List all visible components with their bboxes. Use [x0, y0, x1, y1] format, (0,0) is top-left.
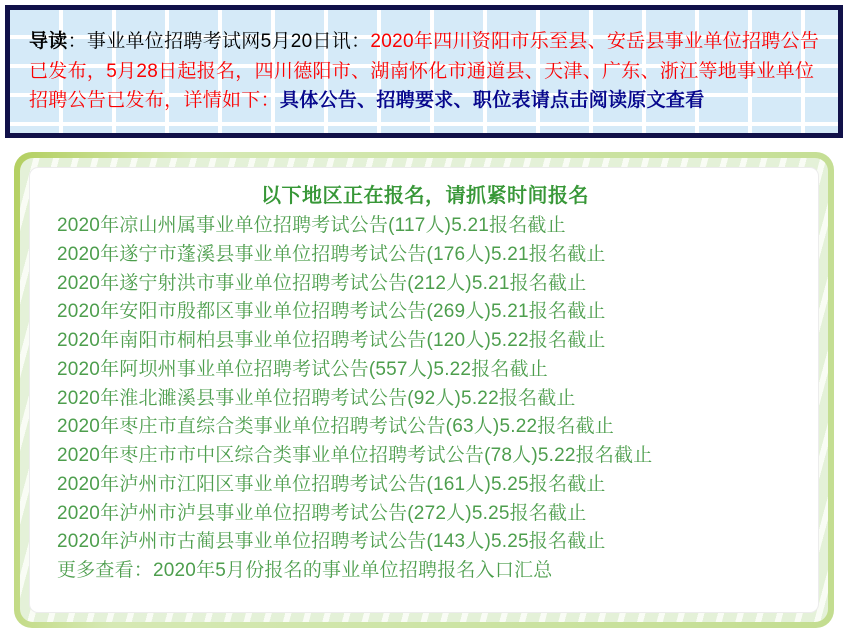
announcement-item[interactable]: 2020年南阳市桐柏县事业单位招聘考试公告(120人)5.22报名截止	[57, 330, 606, 351]
announcements-card-tape-border	[20, 158, 828, 622]
announcement-item[interactable]: 2020年遂宁市蓬溪县事业单位招聘考试公告(176人)5.21报名截止	[57, 243, 606, 265]
intro-lead-text: ：事业单位招聘考试网5月20日讯：	[67, 31, 371, 52]
intro-label: 导读	[29, 31, 68, 52]
announcements-title: 以下地区正在报名，请抓紧时间报名	[261, 185, 589, 207]
intro-box	[5, 5, 843, 138]
announcements-panel	[29, 167, 819, 613]
intro-action-text: 具体公告、招聘要求、职位表请点击阅读原文查看	[279, 90, 705, 111]
announcement-item[interactable]: 2020年遂宁射洪市事业单位招聘考试公告(212人)5.21报名截止	[57, 272, 587, 294]
announcement-item[interactable]: 2020年凉山州属事业单位招聘考试公告(117人)5.21报名截止	[57, 215, 566, 236]
announcement-item[interactable]: 2020年淮北濉溪县事业单位招聘考试公告(92人)5.22报名截止	[57, 387, 576, 409]
intro-highlight-text: 2020年四川资阳市乐至县、安岳县事业单位招聘公告已发布，5月28日起报名，四川德阳市、湖南怀化市通道县、天津、广东、浙江等地事业单位招聘公告已发布，详情如下：	[29, 31, 820, 111]
announcement-item[interactable]: 2020年枣庄市市中区综合类事业单位招聘考试公告(78人)5.22报名截止	[57, 445, 653, 466]
announcements-list	[44, 212, 806, 586]
announcement-item[interactable]: 2020年泸州市古蔺县事业单位招聘考试公告(143人)5.25报名截止	[57, 531, 606, 553]
announcement-item[interactable]: 2020年泸州市江阳区事业单位招聘考试公告(161人)5.25报名截止	[57, 473, 606, 495]
announcements-card	[14, 152, 834, 628]
announcement-item[interactable]: 2020年安阳市殷都区事业单位招聘考试公告(269人)5.21报名截止	[57, 301, 606, 323]
announcement-more-link[interactable]: 更多查看：2020年5月份报名的事业单位招聘报名入口汇总	[57, 560, 553, 581]
announcement-item[interactable]: 2020年枣庄市直综合类事业单位招聘考试公告(63人)5.22报名截止	[57, 416, 615, 438]
announcement-item[interactable]: 2020年泸州市泸县事业单位招聘考试公告(272人)5.25报名截止	[57, 502, 587, 524]
announcement-item[interactable]: 2020年阿坝州事业单位招聘考试公告(557人)5.22报名截止	[57, 358, 549, 380]
